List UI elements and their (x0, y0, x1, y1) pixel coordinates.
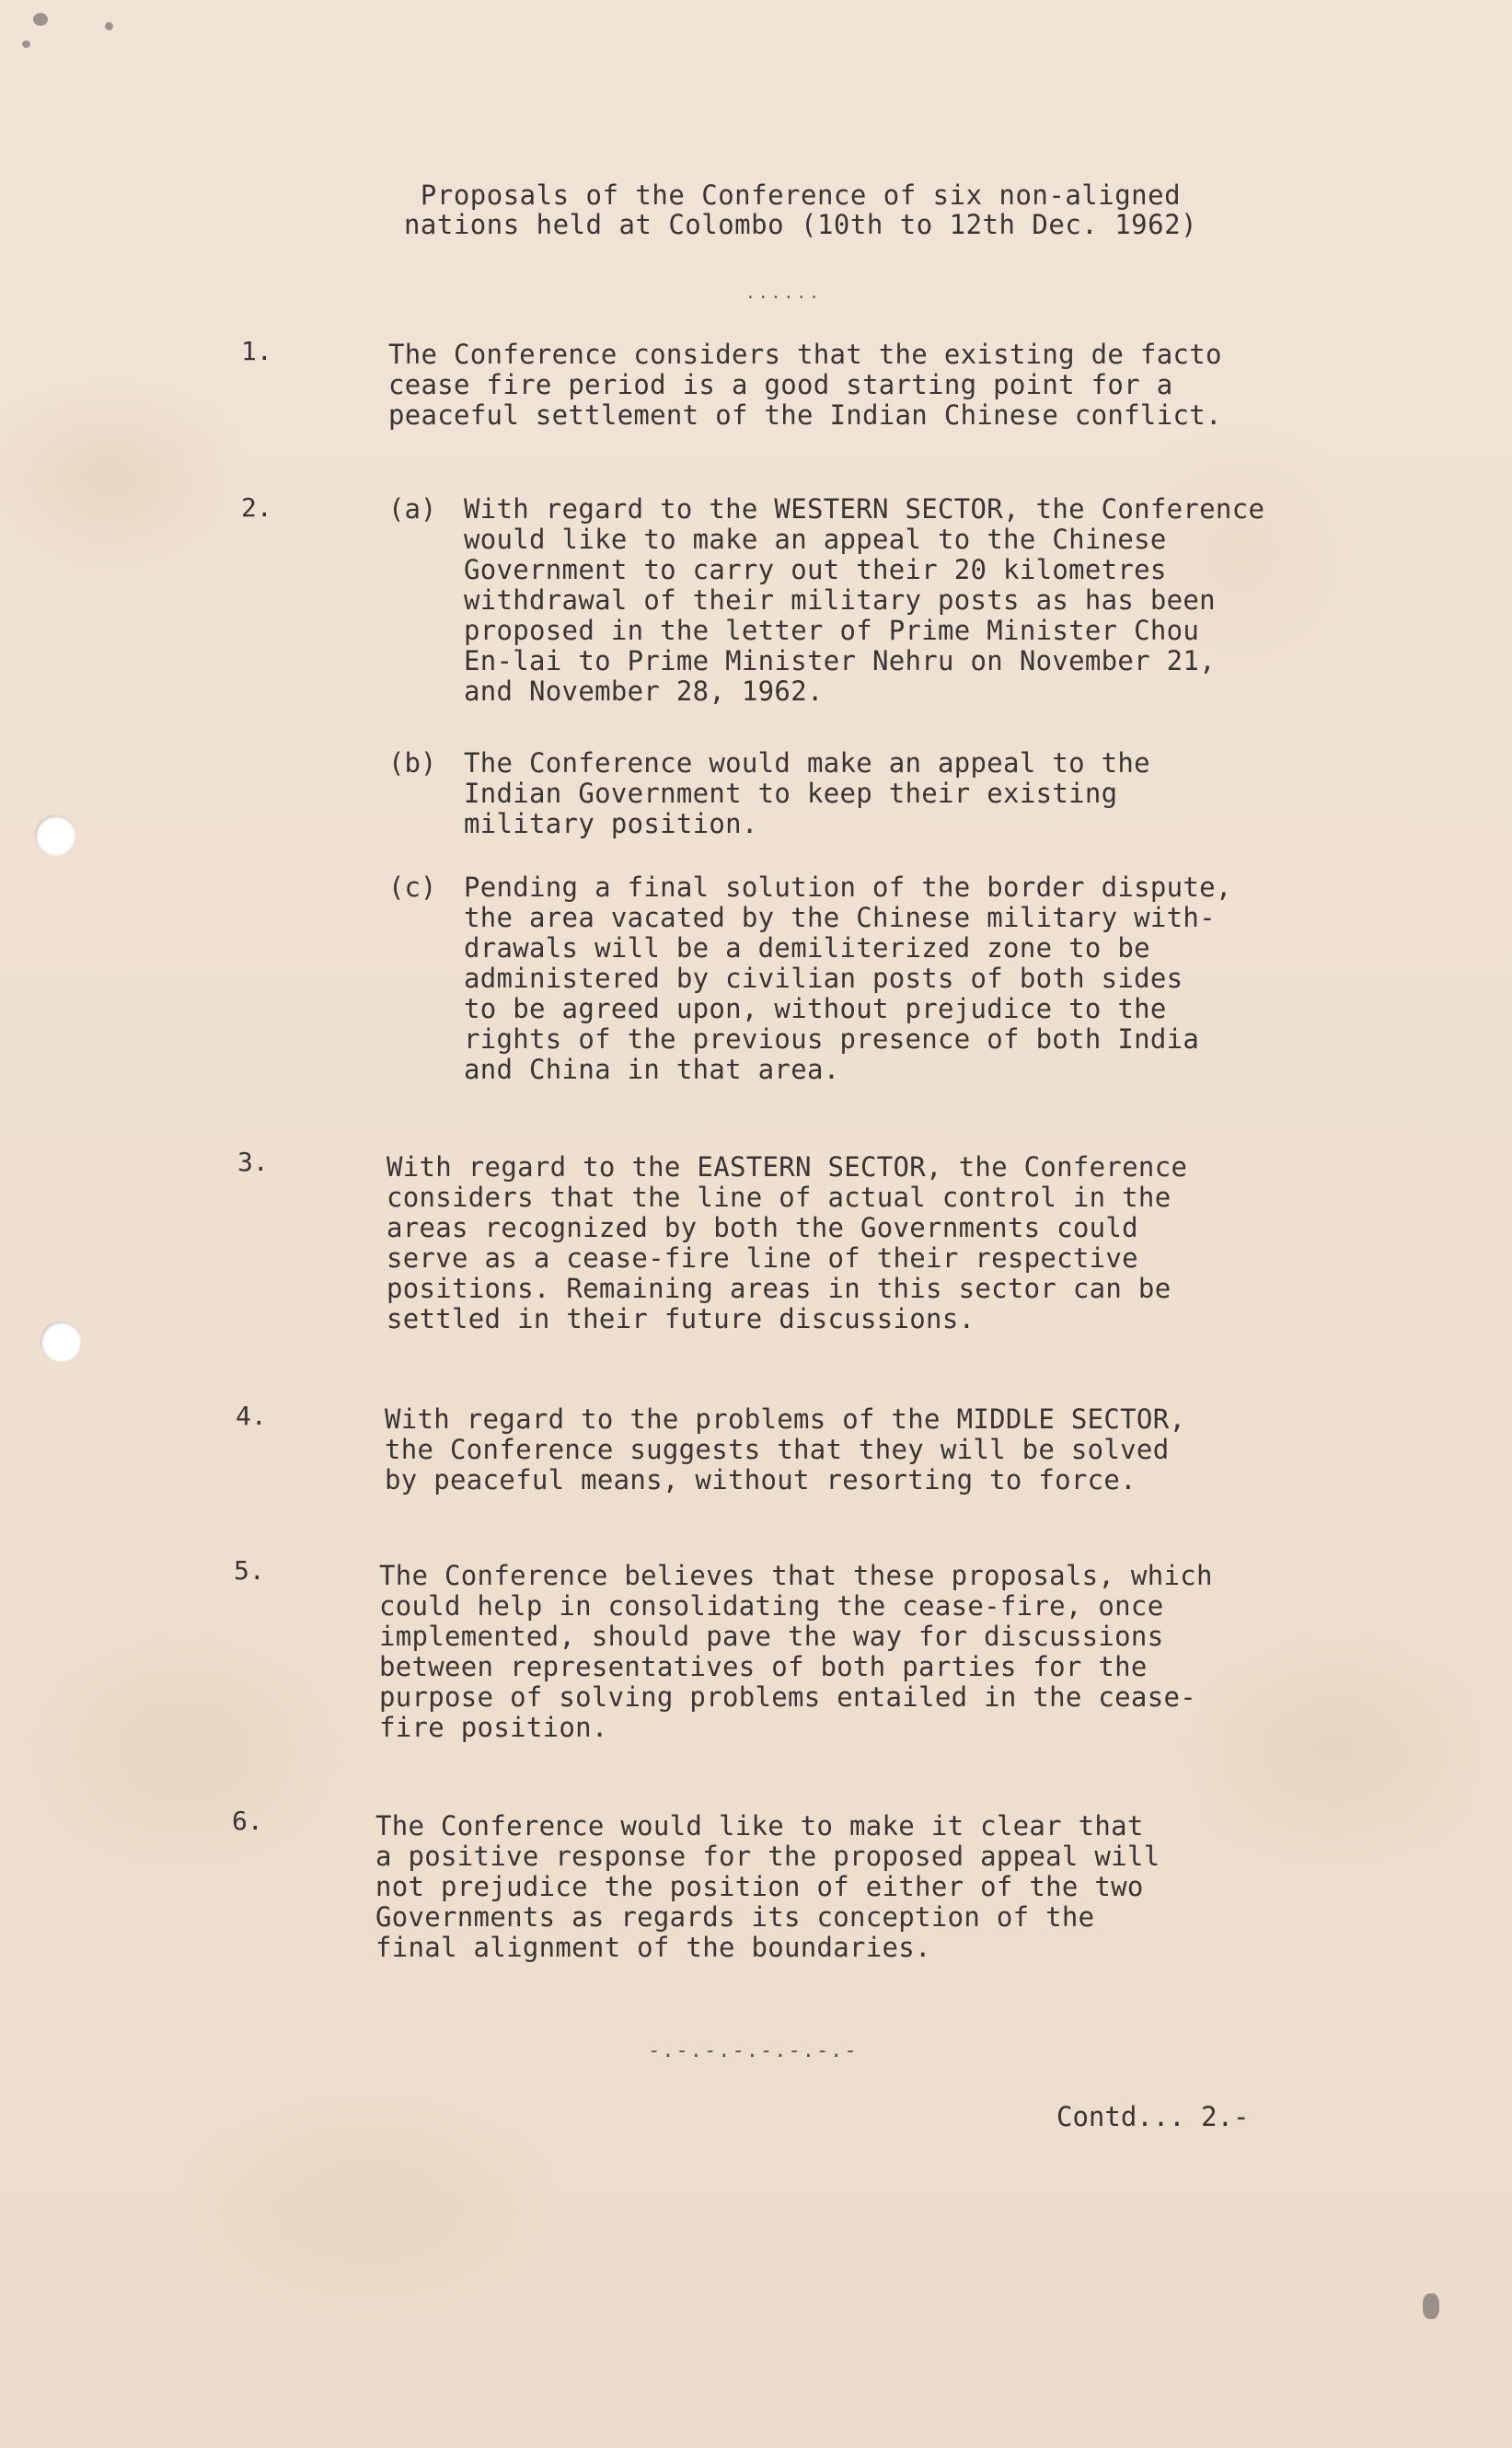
paragraph-line: military position. (464, 808, 758, 839)
document-title (340, 180, 1261, 239)
paragraph-line: With regard to the WESTERN SECTOR, the Conference (464, 493, 1265, 525)
paragraph-line: settled in their future discussions. (387, 1303, 975, 1334)
paragraph-2a (464, 494, 1264, 707)
paragraph-2b (464, 748, 1150, 839)
paragraph-line: considers that the line of actual control in the (387, 1182, 1172, 1213)
ink-speck (105, 22, 113, 30)
subparagraph-label: (b) (388, 747, 437, 779)
title-line: nations held at Colombo (10th to 12th Dec. 1962) (403, 209, 1198, 240)
paragraph-6 (375, 1811, 1160, 1963)
paragraph-line: With regard to the problems of the MIDDLE SECTOR, (385, 1403, 1186, 1435)
paragraph-line: implemented, should pave the way for discussions (379, 1621, 1164, 1652)
paragraph-line: areas recognized by both the Governments could (387, 1212, 1138, 1243)
paragraph-line: Governments as regards its conception of the (375, 1901, 1095, 1933)
title-divider: ...... (745, 283, 823, 303)
paragraph-line: Government to carry out their 20 kilometres (464, 554, 1167, 585)
paragraph-5 (379, 1561, 1213, 1743)
paragraph-line: purpose of solving problems entailed in the cease- (379, 1681, 1196, 1713)
paragraph-line: Pending a final solution of the border dispute, (464, 872, 1232, 903)
paragraph-number: 6. (232, 1806, 263, 1836)
paragraph-line: serve as a cease-fire line of their respective (387, 1242, 1138, 1274)
ink-speck (22, 40, 30, 48)
paragraph-1 (388, 340, 1222, 431)
subparagraph-label: (a) (388, 493, 437, 525)
paragraph-line: drawals will be a demiliterized zone to be (464, 932, 1150, 964)
ink-speck (1423, 2293, 1439, 2319)
paragraph-number: 3. (237, 1147, 269, 1177)
paragraph-line: fire position. (379, 1712, 608, 1743)
punch-hole-lower (40, 1322, 81, 1362)
paragraph-line: rights of the previous presence of both India (464, 1023, 1200, 1055)
paragraph-4 (385, 1404, 1185, 1495)
paragraph-line: between representatives of both parties for the (379, 1651, 1148, 1682)
paragraph-line: a positive response for the proposed appeal will (375, 1841, 1160, 1872)
paragraph-line: The Conference considers that the existing de facto (388, 339, 1222, 370)
paragraph-line: The Conference would make an appeal to the (464, 747, 1150, 779)
paragraph-line: cease fire period is a good starting point for a (388, 369, 1173, 400)
paragraph-line: by peaceful means, without resorting to force. (385, 1464, 1137, 1495)
paragraph-number: 2. (241, 492, 272, 523)
paragraph-line: would like to make an appeal to the Chinese (464, 524, 1167, 555)
paragraph-line: and China in that area. (464, 1054, 840, 1085)
paragraph-line: and November 28, 1962. (464, 676, 824, 707)
ink-speck (33, 13, 48, 26)
continuation-note: Contd... 2.- (1056, 2101, 1250, 2132)
paragraph-line: proposed in the letter of Prime Minister Chou (464, 615, 1200, 646)
paragraph-number: 5. (234, 1555, 265, 1586)
paragraph-number: 1. (241, 336, 272, 366)
paragraph-line: could help in consolidating the cease-fire, once (379, 1590, 1164, 1622)
paragraph-line: final alignment of the boundaries. (375, 1932, 931, 1963)
paragraph-line: not prejudice the position of either of the two (375, 1871, 1144, 1902)
paragraph-line: Indian Government to keep their existing (464, 778, 1118, 809)
paragraph-line: administered by civilian posts of both sides (464, 963, 1183, 994)
end-divider: -.-.-.-.-.-.-.- (648, 2039, 859, 2062)
paragraph-number: 4. (236, 1401, 267, 1431)
subparagraph-label: (c) (388, 872, 437, 903)
paragraph-line: En-lai to Prime Minister Nehru on November 21, (464, 645, 1216, 676)
paragraph-line: to be agreed upon, without prejudice to the (464, 993, 1167, 1024)
paragraph-line: positions. Remaining areas in this sector can be (387, 1273, 1172, 1304)
punch-hole-upper (35, 815, 75, 856)
paragraph-line: The Conference believes that these proposals, which (379, 1560, 1213, 1591)
paragraph-line: peaceful settlement of the Indian Chinese conflict. (388, 399, 1222, 431)
paragraph-2c (464, 872, 1232, 1085)
paragraph-line: With regard to the EASTERN SECTOR, the Conference (387, 1151, 1188, 1183)
paragraph-line: the Conference suggests that they will be solved (385, 1434, 1170, 1465)
paragraph-line: withdrawal of their military posts as has been (464, 584, 1216, 616)
title-line: Proposals of the Conference of six non-aligned (420, 179, 1182, 211)
paragraph-line: the area vacated by the Chinese military with- (464, 902, 1216, 933)
paragraph-3 (387, 1152, 1187, 1334)
paragraph-line: The Conference would like to make it clear that (375, 1810, 1144, 1842)
